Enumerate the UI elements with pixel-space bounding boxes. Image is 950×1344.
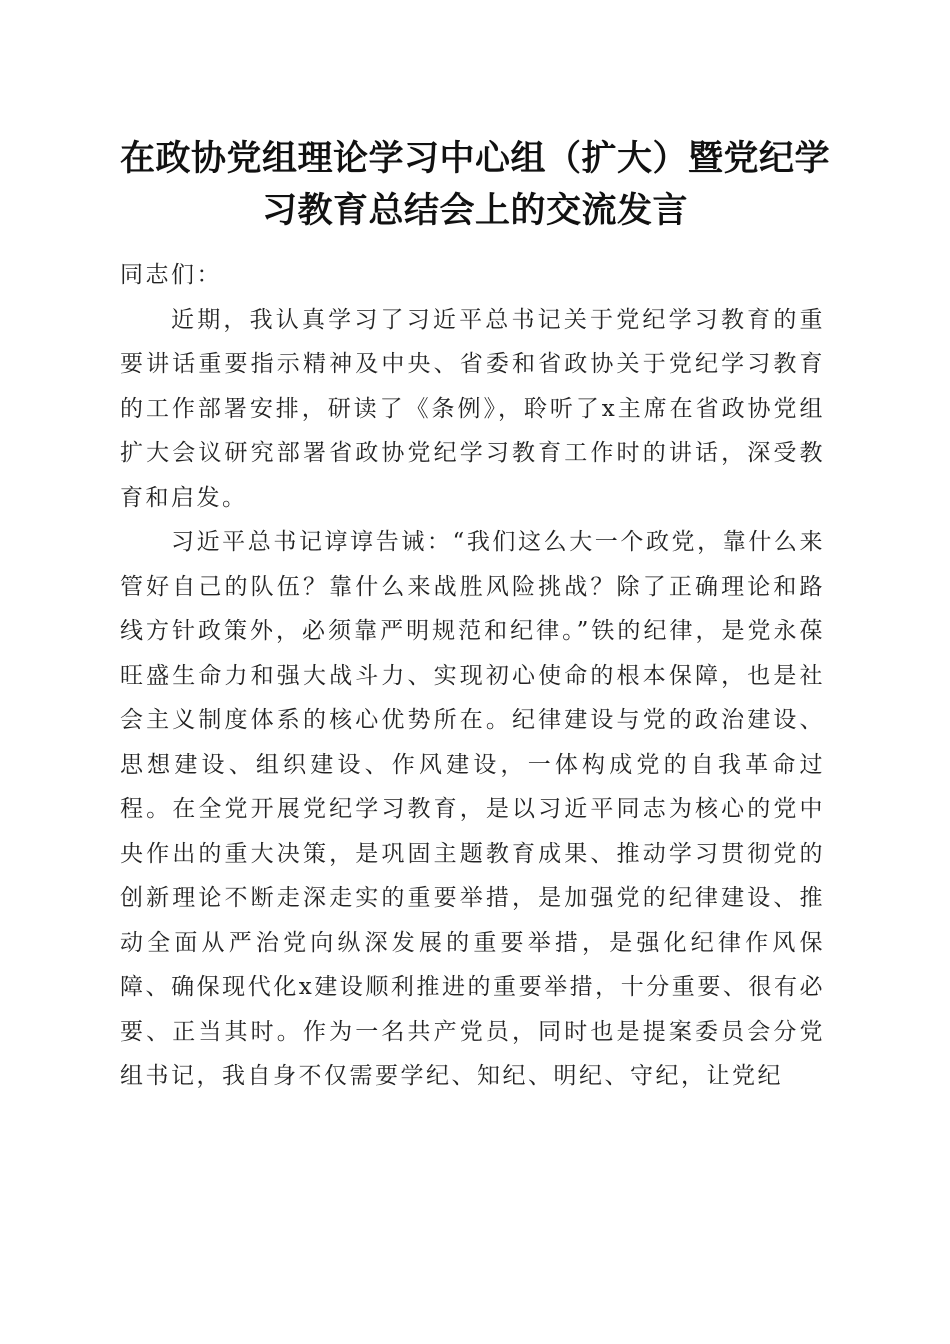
paragraph-2: 习近平总书记谆谆告诫：“我们这么大一个政党，靠什么来管好自己的队伍？靠什么来战胜风险挑战？除了正确理论和路线方针政策外，必须靠严明规范和纪律。”铁的纪律，是党永葆旺盛生命力和强大战斗力、实现初心使命的根本保障，也是社会主义制度体系的核心优势所在。纪律建设与党的政治建设、思想建设、组织建设、作风建设，一体构成党的自我革命过程。在全党开展党纪学习教育，是以习近平同志为核心的党中央作出的重大决策，是巩固主题教育成果、推动学习贯彻党的创新理论不断走深走实的重要举措，是加强党的纪律建设、推动全面从严治党向纵深发展的重要举措，是强化纪律作风保障、确保现代化x建设顺利推进的重要举措，十分重要、很有必要、正当其时。作为一名共产党员，同时也是提案委员会分党组书记，我自身不仅需要学纪、知纪、明纪、守纪，让党纪 <box>120 529 825 1089</box>
paragraph-1: 近期，我认真学习了习近平总书记关于党纪学习教育的重要讲话重要指示精神及中央、省委和省政协关于党纪学习教育的工作部署安排，研读了《条例》，聆听了x主席在省政协党组扩大会议研究部署省政协党纪学习教育工作时的讲话，深受教育和启发。 <box>120 306 825 511</box>
document-title: 在政协党组理论学习中心组（扩大）暨党纪学习教育总结会上的交流发言 <box>119 138 830 231</box>
document-body <box>120 253 825 1099</box>
salutation: 同志们： <box>120 262 222 288</box>
